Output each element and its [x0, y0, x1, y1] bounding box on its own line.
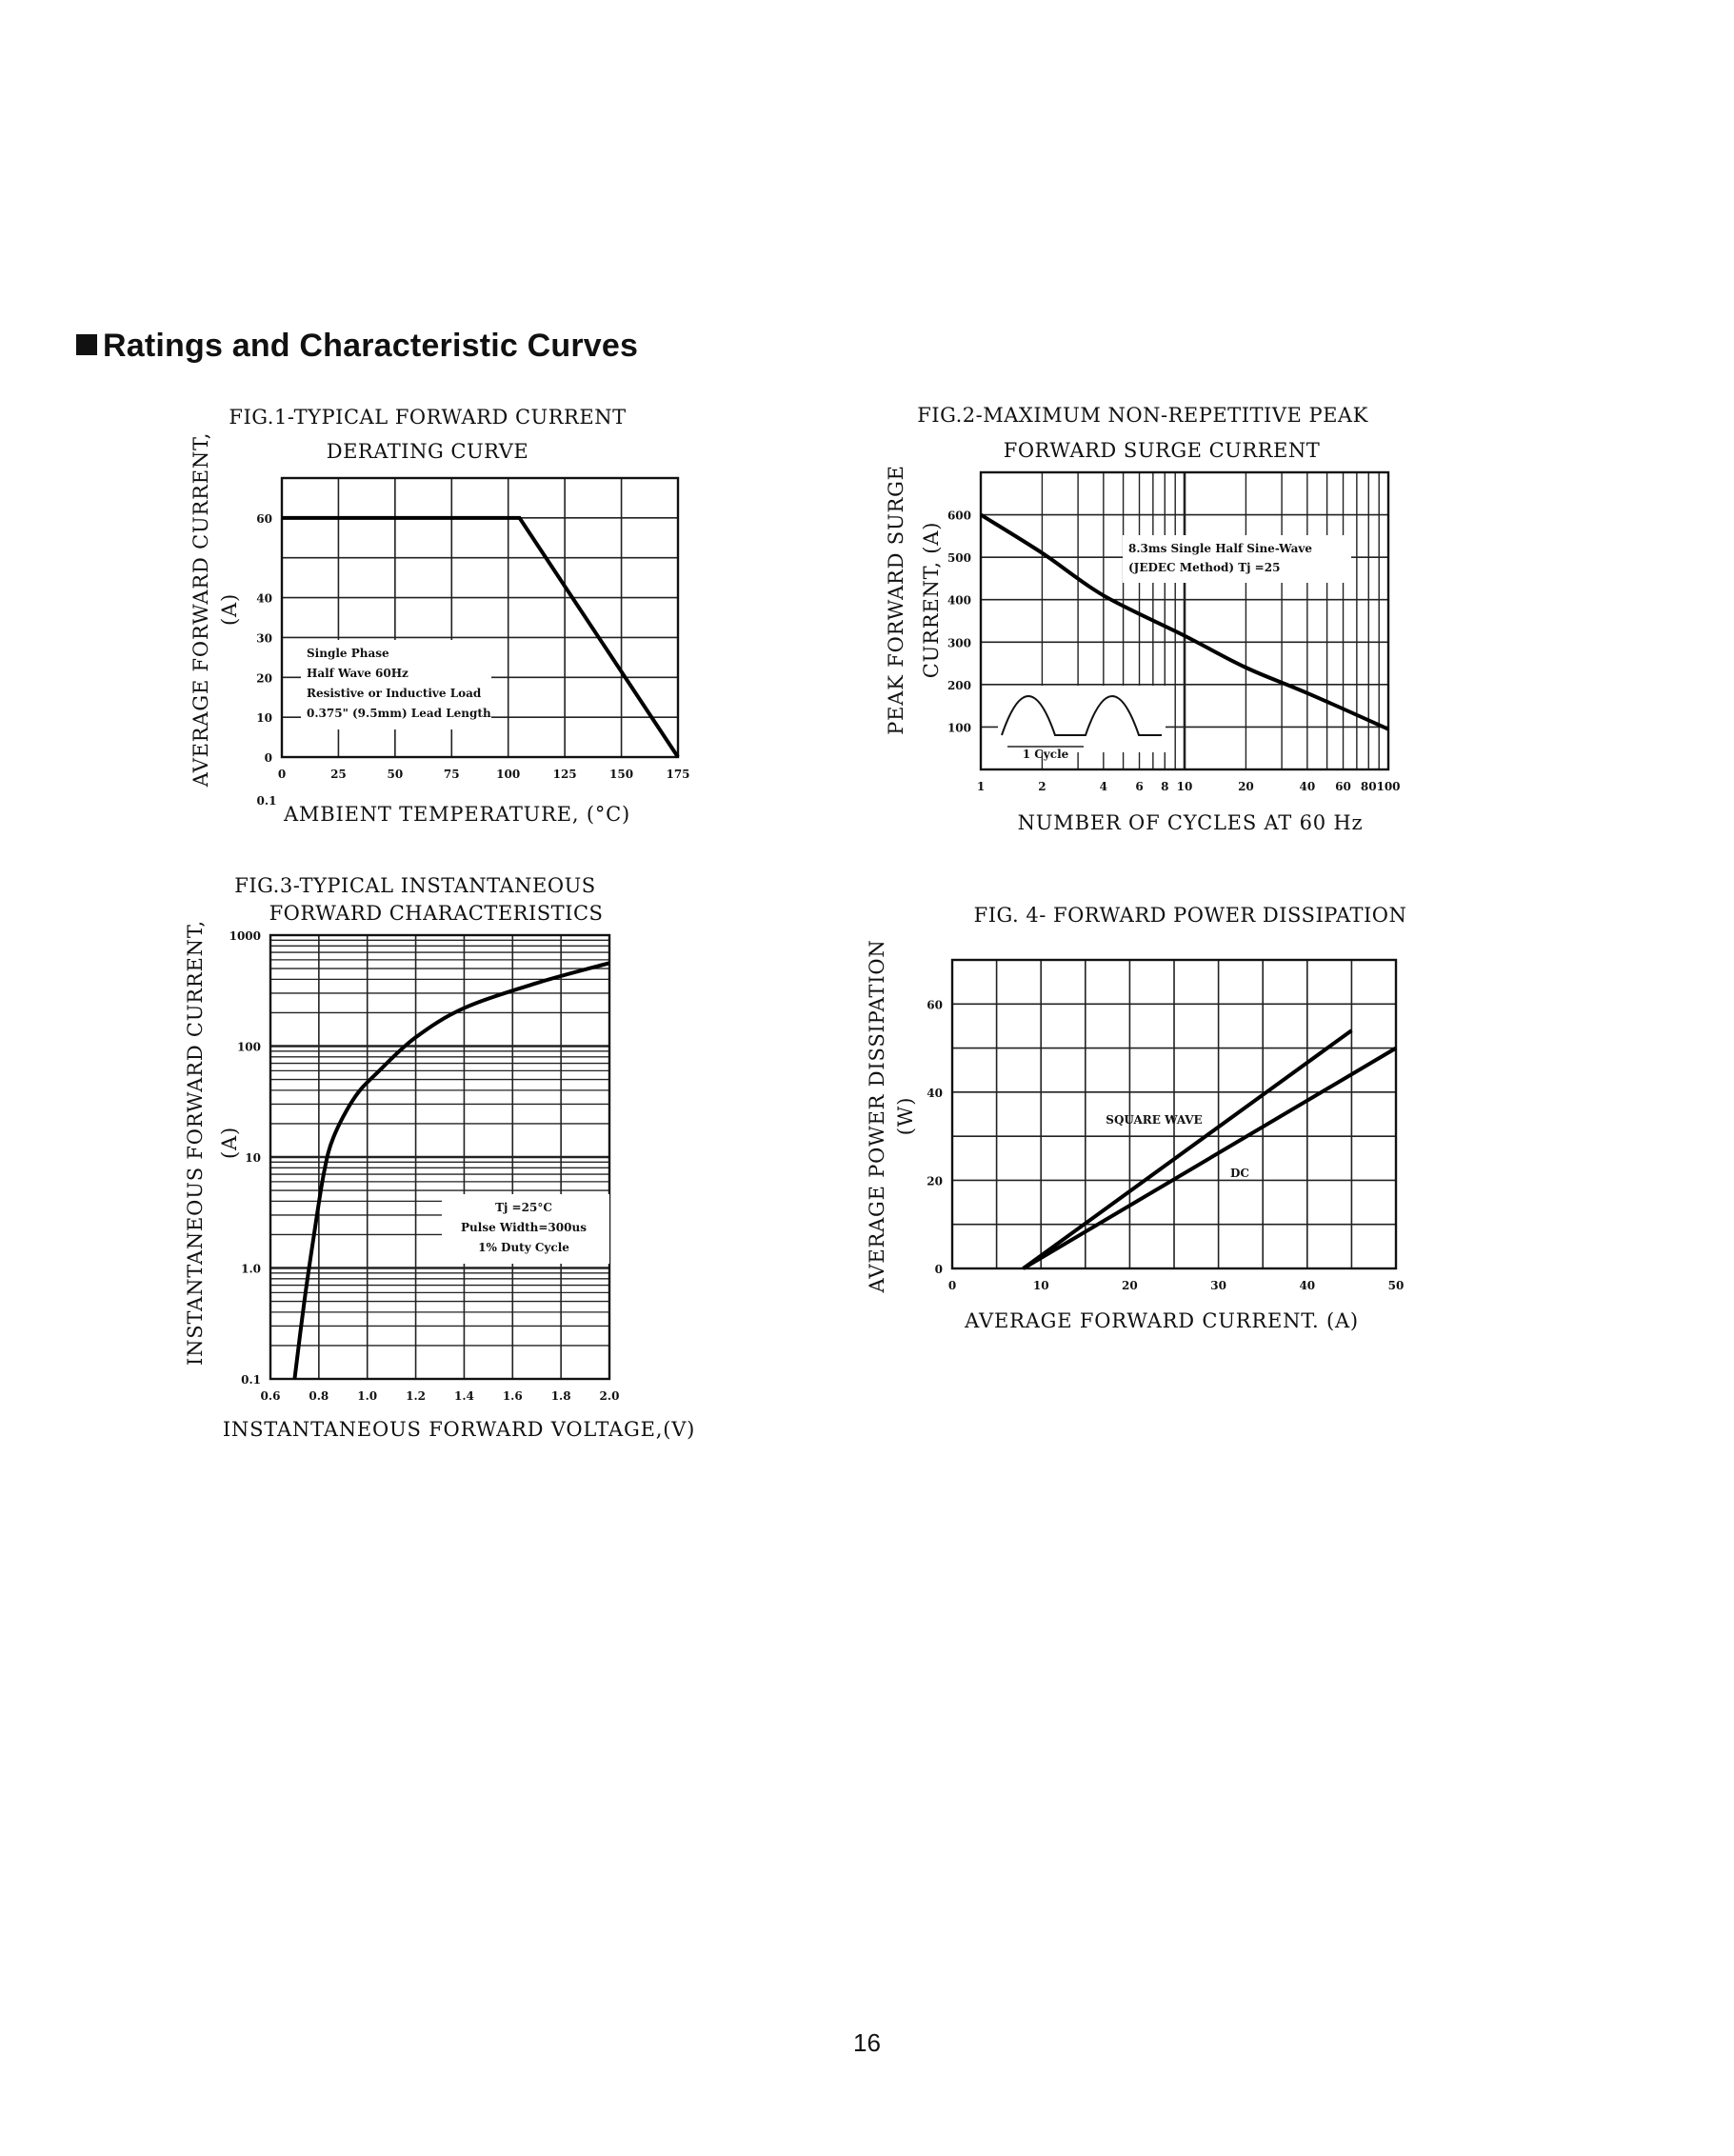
y-tick-label: 500	[947, 551, 971, 566]
y-axis-label-unit: (W)	[894, 1096, 917, 1136]
x-tick-label: 1.4	[453, 1389, 474, 1403]
y-tick-label: 10	[256, 711, 272, 726]
x-tick-label: 20	[1238, 780, 1254, 793]
y-tick-label: 10	[245, 1151, 261, 1165]
x-tick-label: 40	[1299, 1279, 1316, 1292]
x-tick-label: 50	[387, 768, 404, 781]
annotation-line: 1% Duty Cycle	[478, 1241, 569, 1254]
y-axis-label-unit: (A)	[218, 1127, 241, 1159]
x-tick-label: 60	[1335, 780, 1351, 793]
x-tick-label: 40	[1299, 780, 1316, 793]
x-tick-label: 125	[552, 768, 577, 781]
extra-label: 0.1	[256, 794, 277, 808]
x-tick-label: 8	[1161, 780, 1169, 793]
y-tick-label: 400	[947, 593, 971, 608]
x-tick-label: 2	[1038, 780, 1046, 793]
y-axis-label-unit: CURRENT, (A)	[920, 521, 943, 679]
y-axis-label-unit: (A)	[218, 593, 241, 626]
y-tick-label: 1.0	[241, 1262, 261, 1276]
x-tick-label: 10	[1176, 780, 1193, 793]
x-tick-label: 0	[947, 1279, 957, 1292]
x-tick-label: 10	[1032, 1279, 1049, 1292]
x-tick-label: 30	[1210, 1279, 1226, 1292]
series-label-dc: DC	[1230, 1167, 1249, 1180]
y-tick-label: 20	[927, 1174, 943, 1188]
y-tick-label: 60	[927, 998, 943, 1012]
annotation-line: Half Wave 60Hz	[307, 667, 409, 680]
y-axis-label: AVERAGE FORWARD CURRENT,	[189, 431, 212, 788]
series-label-square-wave: SQUARE WAVE	[1106, 1113, 1203, 1127]
y-tick-label: 200	[947, 678, 971, 692]
y-axis-label: INSTANTANEOUS FORWARD CURRENT,	[184, 919, 207, 1367]
x-tick-label: 1.0	[357, 1389, 378, 1403]
y-axis-label: PEAK FORWARD SURGE	[885, 465, 907, 735]
chart-title: FIG.1-TYPICAL FORWARD CURRENT	[229, 406, 627, 429]
chart-title: FIG.3-TYPICAL INSTANTANEOUS	[234, 874, 596, 897]
y-tick-label: 0.1	[241, 1373, 261, 1387]
y-tick-label: 30	[256, 631, 272, 646]
annotation-line: (JEDEC Method) Tj =25	[1128, 561, 1281, 574]
chart-subtitle: DERATING CURVE	[326, 440, 529, 463]
annotation-line: Single Phase	[307, 647, 389, 660]
annotation-line: Resistive or Inductive Load	[307, 687, 482, 700]
x-axis-label: INSTANTANEOUS FORWARD VOLTAGE,(V)	[222, 1418, 696, 1441]
x-tick-label: 1.8	[550, 1389, 571, 1403]
x-tick-label: 1.2	[406, 1389, 427, 1403]
x-tick-label: 25	[330, 768, 347, 781]
section-title-text: Ratings and Characteristic Curves	[103, 328, 639, 364]
y-tick-label: 1000	[229, 929, 261, 943]
x-tick-label: 1	[976, 780, 986, 793]
cycle-label: 1 Cycle	[1022, 748, 1069, 761]
x-tick-label: 1.6	[502, 1389, 523, 1403]
y-tick-label: 40	[256, 591, 272, 606]
y-axis-label: AVERAGE POWER DISSIPATION	[866, 939, 888, 1293]
y-tick-label: 100	[236, 1040, 261, 1054]
x-tick-label: 150	[609, 768, 634, 781]
series-line-1	[1024, 1048, 1396, 1268]
chart-subtitle: FORWARD SURGE CURRENT	[1003, 439, 1321, 462]
chart-title: FIG.2-MAXIMUM NON-REPETITIVE PEAK	[917, 404, 1368, 427]
x-tick-label: 75	[443, 768, 460, 781]
y-tick-label: 0	[264, 751, 272, 765]
chart-title: FIG. 4- FORWARD POWER DISSIPATION	[973, 904, 1407, 927]
x-tick-label: 50	[1387, 1279, 1405, 1292]
x-tick-label: 0	[277, 768, 287, 781]
x-tick-label: 80	[1360, 780, 1377, 793]
x-tick-label: 4	[1099, 780, 1108, 793]
page-number: 16	[853, 2028, 881, 2057]
x-tick-label: 6	[1135, 780, 1144, 793]
x-tick-label: 0.8	[309, 1389, 329, 1403]
y-tick-label: 60	[256, 511, 272, 526]
x-axis-label: AMBIENT TEMPERATURE, (°C)	[283, 803, 631, 826]
y-tick-label: 600	[947, 509, 971, 523]
x-tick-label: 175	[666, 768, 690, 781]
y-tick-label: 20	[256, 671, 272, 686]
x-tick-label: 100	[1376, 780, 1401, 793]
chart-subtitle: FORWARD CHARACTERISTICS	[269, 902, 604, 925]
x-tick-label: 20	[1122, 1279, 1138, 1292]
y-tick-label: 0	[934, 1263, 943, 1276]
y-tick-label: 40	[927, 1086, 943, 1100]
x-axis-label: AVERAGE FORWARD CURRENT. (A)	[965, 1309, 1359, 1332]
x-tick-label: 2.0	[599, 1389, 620, 1403]
y-tick-label: 100	[947, 721, 971, 735]
annotation-line: 8.3ms Single Half Sine-Wave	[1128, 542, 1312, 555]
series-line-0	[1024, 1030, 1352, 1268]
x-axis-label: NUMBER OF CYCLES AT 60 Hz	[1017, 811, 1364, 834]
x-tick-label: 100	[496, 768, 521, 781]
x-tick-label: 0.6	[260, 1389, 281, 1403]
annotation-line: 0.375" (9.5mm) Lead Length	[307, 707, 491, 720]
annotation-line: Pulse Width=300us	[461, 1221, 587, 1234]
annotation-line: Tj =25°C	[495, 1201, 552, 1214]
y-tick-label: 300	[947, 636, 971, 650]
